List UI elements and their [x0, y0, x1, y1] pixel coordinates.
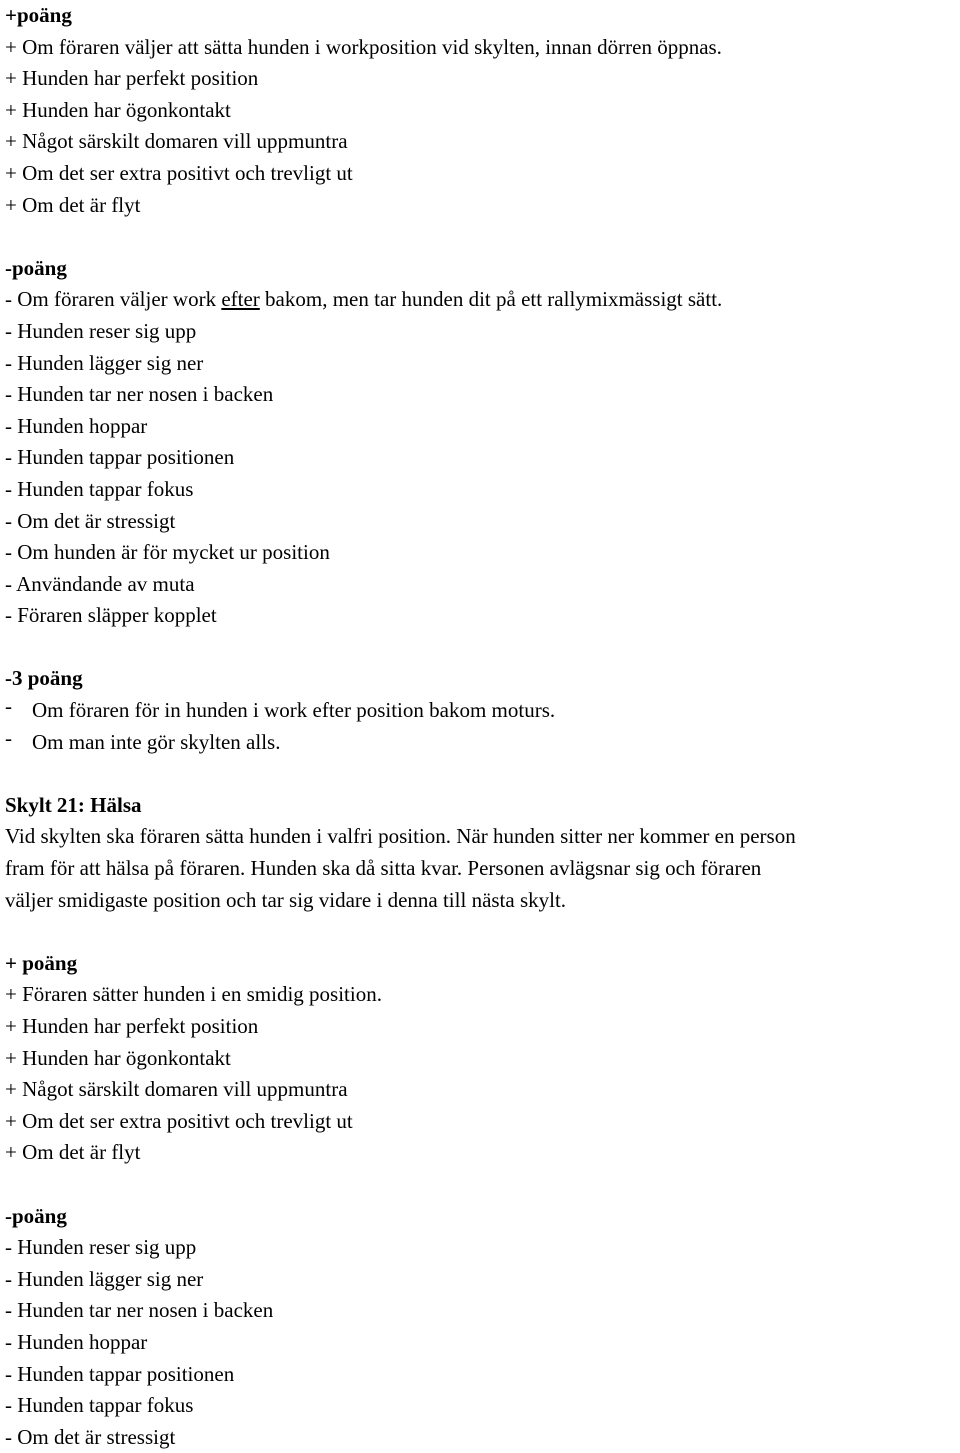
- minus-points-heading: -poäng: [5, 255, 67, 280]
- dash-bullet: -: [5, 694, 12, 719]
- dash-list-text: Om man inte gör skylten alls.: [32, 729, 281, 754]
- list-item: + Om föraren väljer att sätta hunden i workposition vid skylten, innan dörren öppnas.: [5, 34, 722, 59]
- list-item: - Hunden reser sig upp: [5, 318, 197, 343]
- dash-list-item: [5, 727, 957, 759]
- list-item: - Hunden tappar positionen: [5, 445, 235, 470]
- list-item: - Hunden lägger sig ner: [5, 1266, 204, 1291]
- spacer: [5, 916, 957, 948]
- list-item: + Om det ser extra positivt och trevligt ut: [5, 1108, 353, 1133]
- list-item: - Hunden tar ner nosen i backen: [5, 382, 274, 407]
- list-item: - Hunden tappar positionen: [5, 1361, 235, 1386]
- list-item: + Hunden har perfekt position: [5, 66, 259, 91]
- list-item: - Hunden hoppar: [5, 413, 148, 438]
- list-item: - Användande av muta: [5, 571, 195, 596]
- plus-points-heading: +poäng: [5, 3, 72, 27]
- plus-points-heading: + poäng: [5, 950, 78, 975]
- document-page: [5, 0, 957, 1453]
- spacer: [5, 632, 957, 664]
- list-item: + Föraren sätter hunden i en smidig position.: [5, 982, 382, 1007]
- underlined-word: efter: [221, 287, 260, 312]
- spacer: [5, 1169, 957, 1201]
- list-item-underlined: [5, 284, 957, 316]
- list-item: - Hunden hoppar: [5, 1329, 148, 1354]
- list-item: - Hunden tar ner nosen i backen: [5, 1298, 274, 1323]
- list-item: + Om det ser extra positivt och trevligt ut: [5, 160, 353, 185]
- dash-bullet: -: [5, 725, 12, 750]
- dash-list-item: [5, 695, 957, 727]
- list-item: - Hunden lägger sig ner: [5, 350, 204, 375]
- list-item: + Hunden har ögonkontakt: [5, 1045, 231, 1070]
- list-item: - Hunden tappar fokus: [5, 476, 194, 501]
- description-line: Vid skylten ska föraren sätta hunden i valfri position. När hunden sitter ner kommer en person: [5, 824, 796, 849]
- description-line: väljer smidigaste position och tar sig vidare i denna till nästa skylt.: [5, 887, 567, 912]
- list-item: + Något särskilt domaren vill uppmuntra: [5, 129, 348, 154]
- list-item: + Om det är flyt: [5, 192, 141, 217]
- list-item: + Hunden har perfekt position: [5, 1014, 259, 1038]
- spacer: [5, 758, 957, 790]
- list-item: - Om det är stressigt: [5, 508, 176, 533]
- list-item: + Om det är flyt: [5, 1140, 141, 1165]
- minus-three-points-heading: -3 poäng: [5, 666, 83, 691]
- list-item: - Hunden tappar fokus: [5, 1393, 194, 1418]
- list-item: - Om det är stressigt: [5, 1424, 176, 1449]
- list-item: - Hunden reser sig upp: [5, 1235, 197, 1260]
- sign-title: Skylt 21: Hälsa: [5, 792, 142, 817]
- minus-points-heading: -poäng: [5, 1203, 67, 1228]
- list-item: - Föraren släpper kopplet: [5, 603, 217, 628]
- list-item-pre: - Om föraren väljer work: [5, 287, 222, 312]
- list-item: + Hunden har ögonkontakt: [5, 97, 231, 122]
- list-item: - Om hunden är för mycket ur position: [5, 540, 330, 565]
- spacer: [5, 221, 957, 253]
- description-line: fram för att hälsa på föraren. Hunden ska då sitta kvar. Personen avlägsnar sig och föraren: [5, 856, 762, 881]
- list-item: + Något särskilt domaren vill uppmuntra: [5, 1077, 348, 1102]
- dash-list-text: Om föraren för in hunden i work efter position bakom moturs.: [32, 698, 556, 723]
- list-item-post: bakom, men tar hunden dit på ett rallymixmässigt sätt.: [259, 287, 723, 312]
